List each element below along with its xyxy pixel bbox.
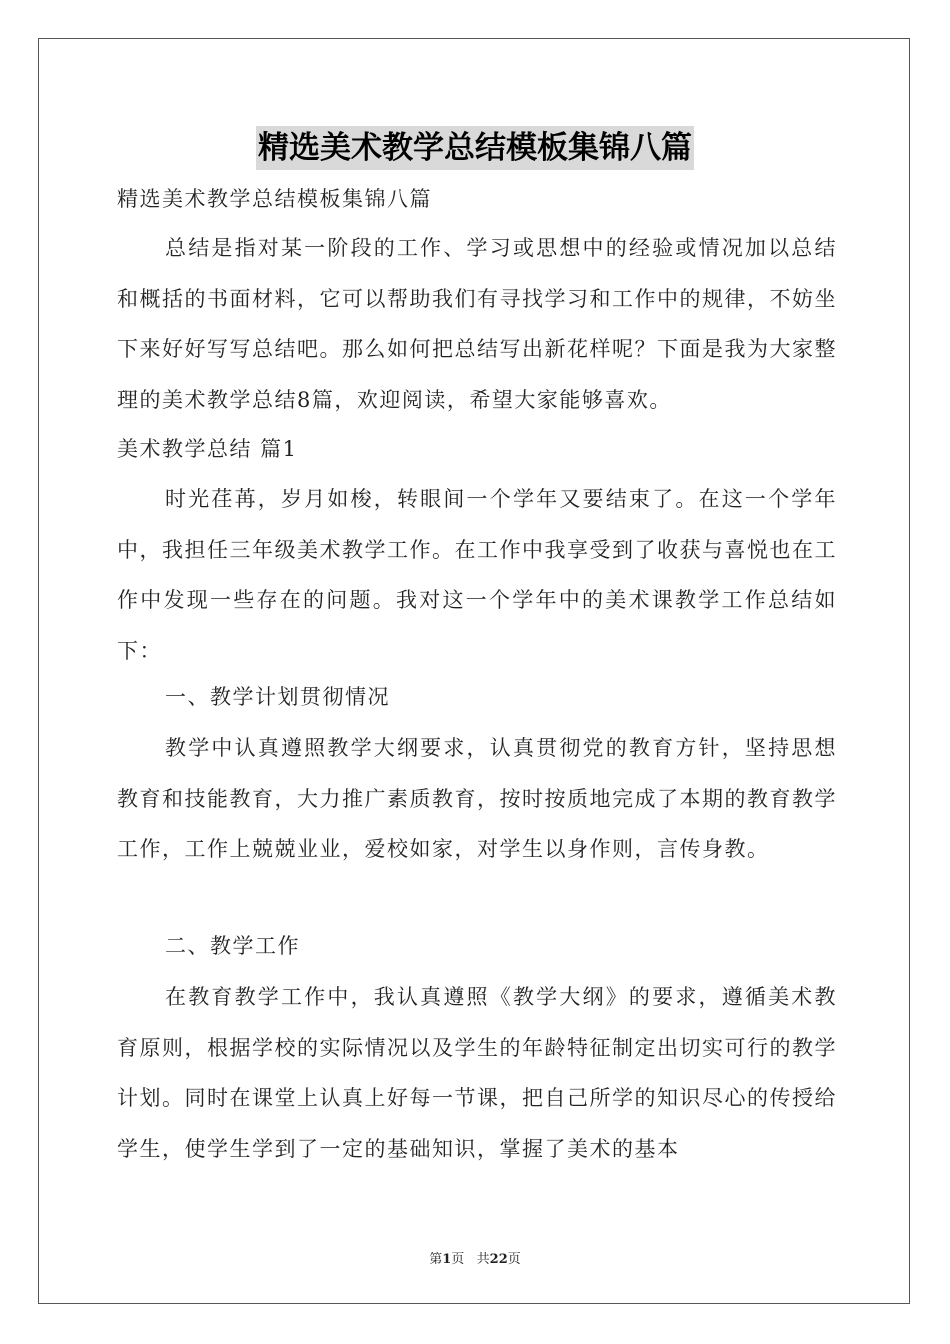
section-heading: 美术教学总结 篇1 [117,437,298,461]
page-current-number: 1 [442,1252,452,1267]
body-paragraph-3: 在教育教学工作中，我认真遵照《教学大纲》的要求，遵循美术教育原则，根据学校的实际情况以及学生的年龄特征制定出切实可行的教学计划。同时在课堂上认真上好每一节课，把自己所学的知识尽心的传授给学生，使学生学到了一定的基础知识，掌握了美术的基本 [117,985,837,1161]
subheading-teaching-work: 二、教学工作 [165,934,300,958]
page-label-mid: 页 共 [451,1252,490,1267]
page-total-number: 22 [489,1252,508,1267]
body-paragraph-2: 教学中认真遵照教学大纲要求，认真贯彻党的教育方针，坚持思想教育和技能教育，大力推广素质教育，按时按质地完成了本期的教育教学工作，工作上兢兢业业，爱校如家，对学生以身作则，言传身教。 [117,736,837,861]
document-title: 精选美术教学总结模板集锦八篇 [256,126,694,170]
document-subtitle: 精选美术教学总结模板集锦八篇 [117,187,432,211]
title-container [0,126,950,170]
body-paragraph-1: 时光荏苒，岁月如梭，转眼间一个学年又要结束了。在这一个学年中，我担任三年级美术教学工作。在工作中我享受到了收获与喜悦也在工作中发现一些存在的问题。我对这一个学年中的美术课教学工作总结如下： [117,487,837,663]
subheading-teaching-plan: 一、教学计划贯彻情况 [165,685,390,709]
page-label-prefix: 第 [429,1252,443,1267]
intro-paragraph: 总结是指对某一阶段的工作、学习或思想中的经验或情况加以总结和概括的书面材料，它可以帮助我们有寻找学习和工作中的规律，不妨坐下来好好写写总结吧。那么如何把总结写出新花样呢？下面是我为大家整理的美术教学总结8篇，欢迎阅读，希望大家能够喜欢。 [117,236,837,412]
page-label-suffix: 页 [507,1252,521,1267]
page-footer [0,1248,950,1267]
